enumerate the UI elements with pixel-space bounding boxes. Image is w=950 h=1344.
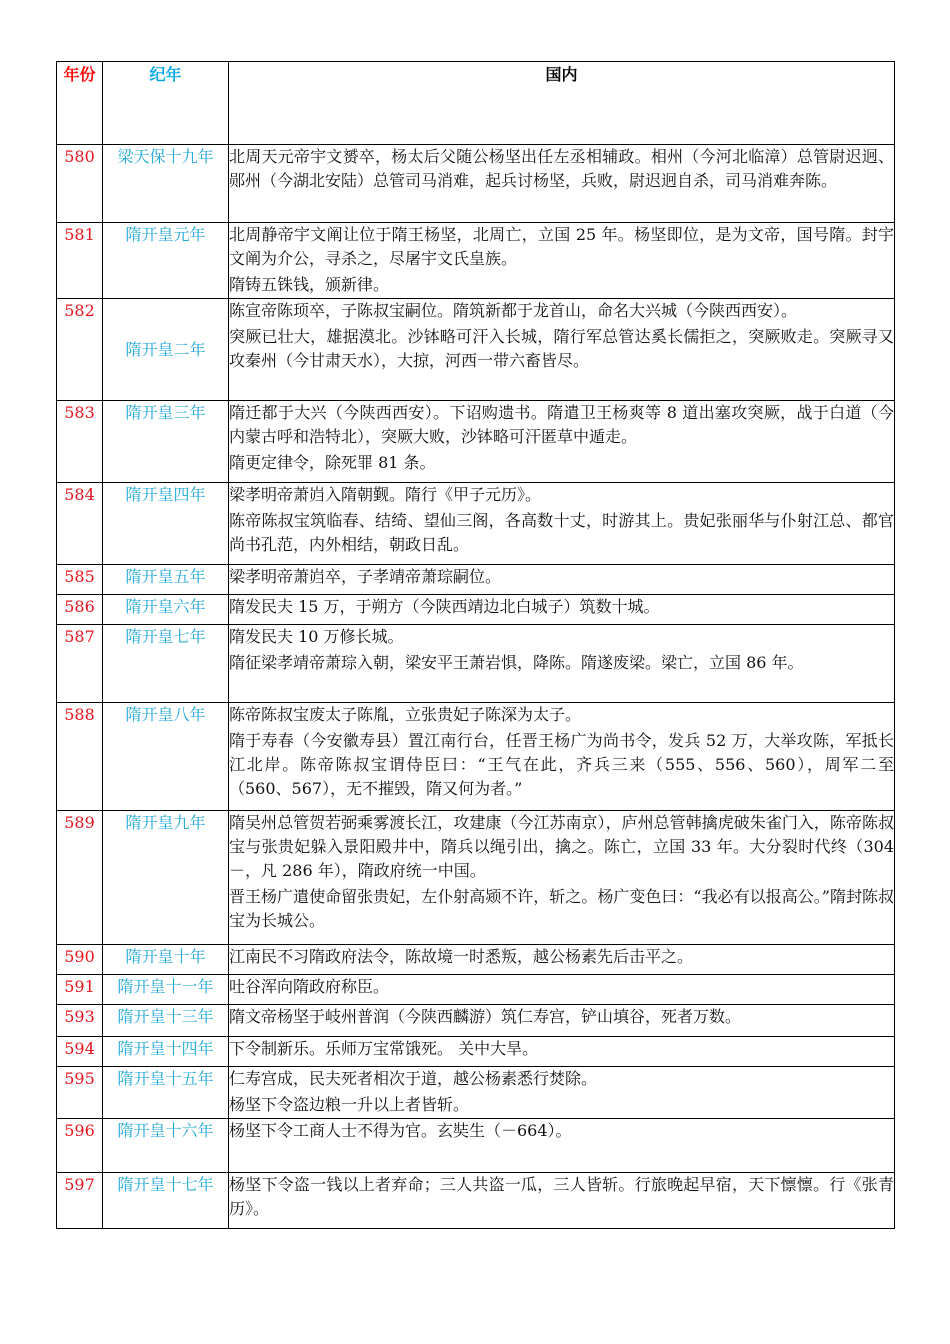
events-cell [229, 1173, 895, 1229]
table-row [57, 945, 895, 975]
era-cell: 隋开皇四年 [103, 483, 229, 565]
event-text: 吐谷浑向隋政府称臣。 [229, 977, 390, 996]
event-text: 杨坚下令盗边粮一升以上者皆斩。 [229, 1095, 470, 1114]
event-text: 北周天元帝宇文赟卒，杨太后父随公杨坚出任左丞相辅政。相州（今河北临漳）总管尉迟迥、郧州（今湖北安陆）总管司马消难，起兵讨杨坚，兵败，尉迟迥自杀，司马消难奔陈。 [229, 147, 894, 190]
table-row [57, 1067, 895, 1119]
table-row [57, 145, 895, 223]
event-text: 北周静帝宇文阐让位于隋王杨坚，北周亡，立国 25 年。杨坚即位，是为文帝，国号隋。封宇文阐为介公，寻杀之，尽屠宇文氏皇族。 [229, 225, 894, 268]
year-cell: 587 [57, 625, 103, 703]
event-text: 杨坚下令工商人士不得为官。玄奘生（－664）。 [229, 1121, 572, 1140]
year-cell: 588 [57, 703, 103, 811]
year-cell: 597 [57, 1173, 103, 1229]
events-cell [229, 811, 895, 945]
events-cell [229, 145, 895, 223]
events-cell [229, 703, 895, 811]
year-cell: 593 [57, 1005, 103, 1037]
events-cell [229, 223, 895, 299]
year-cell: 580 [57, 145, 103, 223]
table-row [57, 483, 895, 565]
events-cell [229, 299, 895, 401]
year-cell: 594 [57, 1037, 103, 1067]
year-cell: 596 [57, 1119, 103, 1173]
event-text: 隋征梁孝靖帝萧琮入朝，梁安平王萧岩惧，降陈。隋遂废梁。梁亡，立国 86 年。 [229, 653, 804, 672]
table-row [57, 703, 895, 811]
year-cell: 584 [57, 483, 103, 565]
event-text: 隋铸五铢钱，颁新律。 [229, 275, 390, 294]
header-era: 纪年 [103, 62, 229, 145]
table-row [57, 223, 895, 299]
chronology-table [56, 61, 895, 1229]
table-row [57, 811, 895, 945]
year-cell: 585 [57, 565, 103, 595]
era-cell: 隋开皇十六年 [103, 1119, 229, 1173]
event-text: 隋迁都于大兴（今陕西西安）。下诏购遗书。隋遣卫王杨爽等 8 道出塞攻突厥，战于白道（今内蒙古呼和浩特北），突厥大败，沙钵略可汗匿草中遁走。 [229, 403, 894, 446]
era-cell: 隋开皇十四年 [103, 1037, 229, 1067]
table-row [57, 1173, 895, 1229]
events-cell [229, 1119, 895, 1173]
era-cell: 隋开皇十一年 [103, 975, 229, 1005]
event-text: 下令制新乐。乐师万宝常饿死。 关中大旱。 [229, 1039, 539, 1058]
events-cell [229, 1037, 895, 1067]
era-cell: 隋开皇十五年 [103, 1067, 229, 1119]
table-row [57, 625, 895, 703]
table-row [57, 565, 895, 595]
header-year: 年份 [57, 62, 103, 145]
event-text: 隋发民夫 10 万修长城。 [229, 627, 404, 646]
table-row [57, 595, 895, 625]
era-cell: 隋开皇六年 [103, 595, 229, 625]
event-text: 陈帝陈叔宝筑临春、结绮、望仙三阁，各高数十丈，时游其上。贵妃张丽华与仆射江总、都官尚书孔范，内外相结，朝政日乱。 [229, 511, 894, 554]
table-header-row [57, 62, 895, 145]
events-cell [229, 945, 895, 975]
header-domestic: 国内 [229, 62, 895, 145]
events-cell [229, 1005, 895, 1037]
year-cell: 591 [57, 975, 103, 1005]
events-cell [229, 1067, 895, 1119]
era-cell: 隋开皇七年 [103, 625, 229, 703]
era-cell: 隋开皇九年 [103, 811, 229, 945]
era-cell: 隋开皇二年 [103, 299, 229, 401]
year-cell: 595 [57, 1067, 103, 1119]
year-cell: 586 [57, 595, 103, 625]
event-text: 突厥已壮大，雄据漠北。沙钵略可汗入长城，隋行军总管达奚长儒拒之，突厥败走。突厥寻又攻秦州（今甘肃天水），大掠，河西一带六畜皆尽。 [229, 327, 894, 370]
year-cell: 582 [57, 299, 103, 401]
year-cell: 583 [57, 401, 103, 483]
event-text: 晋王杨广遣使命留张贵妃，左仆射高颎不许，斩之。杨广变色曰：“我必有以报高公。”隋封陈叔宝为长城公。 [229, 887, 894, 930]
table-row [57, 401, 895, 483]
year-cell: 589 [57, 811, 103, 945]
event-text: 江南民不习隋政府法令，陈故境一时悉叛，越公杨素先后击平之。 [229, 947, 694, 966]
events-cell [229, 565, 895, 595]
event-text: 仁寿宫成，民夫死者相次于道，越公杨素悉行焚除。 [229, 1069, 598, 1088]
year-cell: 590 [57, 945, 103, 975]
event-text: 隋吴州总管贺若弼乘雾渡长江，攻建康（今江苏南京），庐州总管韩擒虎破朱雀门入，陈帝陈叔宝与张贵妃躲入景阳殿井中，隋兵以绳引出，擒之。陈亡，立国 33 年。大分裂时代终（304－，凡 286 年），隋政府统一中国。 [229, 813, 894, 880]
event-text: 隋于寿春（今安徽寿县）置江南行台，任晋王杨广为尚书令，发兵 52 万，大举攻陈，军抵长江北岸。陈帝陈叔宝谓侍臣曰：“王气在此，齐兵三来（555、556、560），周军二至（560、567），无不摧毁，隋又何为者。” [229, 731, 894, 798]
events-cell [229, 975, 895, 1005]
era-cell: 隋开皇五年 [103, 565, 229, 595]
era-cell: 隋开皇八年 [103, 703, 229, 811]
table-row [57, 975, 895, 1005]
event-text: 梁孝明帝萧岿入隋朝觐。隋行《甲子元历》。 [229, 485, 542, 504]
table-row [57, 1037, 895, 1067]
table-row [57, 1005, 895, 1037]
era-cell: 隋开皇十年 [103, 945, 229, 975]
event-text: 隋发民夫 15 万，于朔方（今陕西靖边北白城子）筑数十城。 [229, 597, 660, 616]
event-text: 陈宣帝陈顼卒，子陈叔宝嗣位。隋筑新都于龙首山，命名大兴城（今陕西西安）。 [229, 301, 798, 320]
era-cell: 隋开皇十三年 [103, 1005, 229, 1037]
era-cell: 隋开皇十七年 [103, 1173, 229, 1229]
events-cell [229, 401, 895, 483]
events-cell [229, 595, 895, 625]
era-cell: 隋开皇三年 [103, 401, 229, 483]
event-text: 隋文帝杨坚于岐州普润（今陕西麟游）筑仁寿宫，铲山填谷，死者万数。 [229, 1007, 742, 1026]
event-text: 陈帝陈叔宝废太子陈胤，立张贵妃子陈深为太子。 [229, 705, 582, 724]
era-cell: 隋开皇元年 [103, 223, 229, 299]
event-text: 隋更定律令，除死罪 81 条。 [229, 453, 436, 472]
table-row [57, 299, 895, 401]
era-cell: 梁天保十九年 [103, 145, 229, 223]
event-text: 杨坚下令盗一钱以上者弃命；三人共盗一瓜，三人皆斩。行旅晚起早宿，天下懔懔。行《张青历》。 [229, 1175, 894, 1218]
events-cell [229, 483, 895, 565]
year-cell: 581 [57, 223, 103, 299]
table-row [57, 1119, 895, 1173]
events-cell [229, 625, 895, 703]
event-text: 梁孝明帝萧岿卒，子孝靖帝萧琮嗣位。 [229, 567, 502, 586]
